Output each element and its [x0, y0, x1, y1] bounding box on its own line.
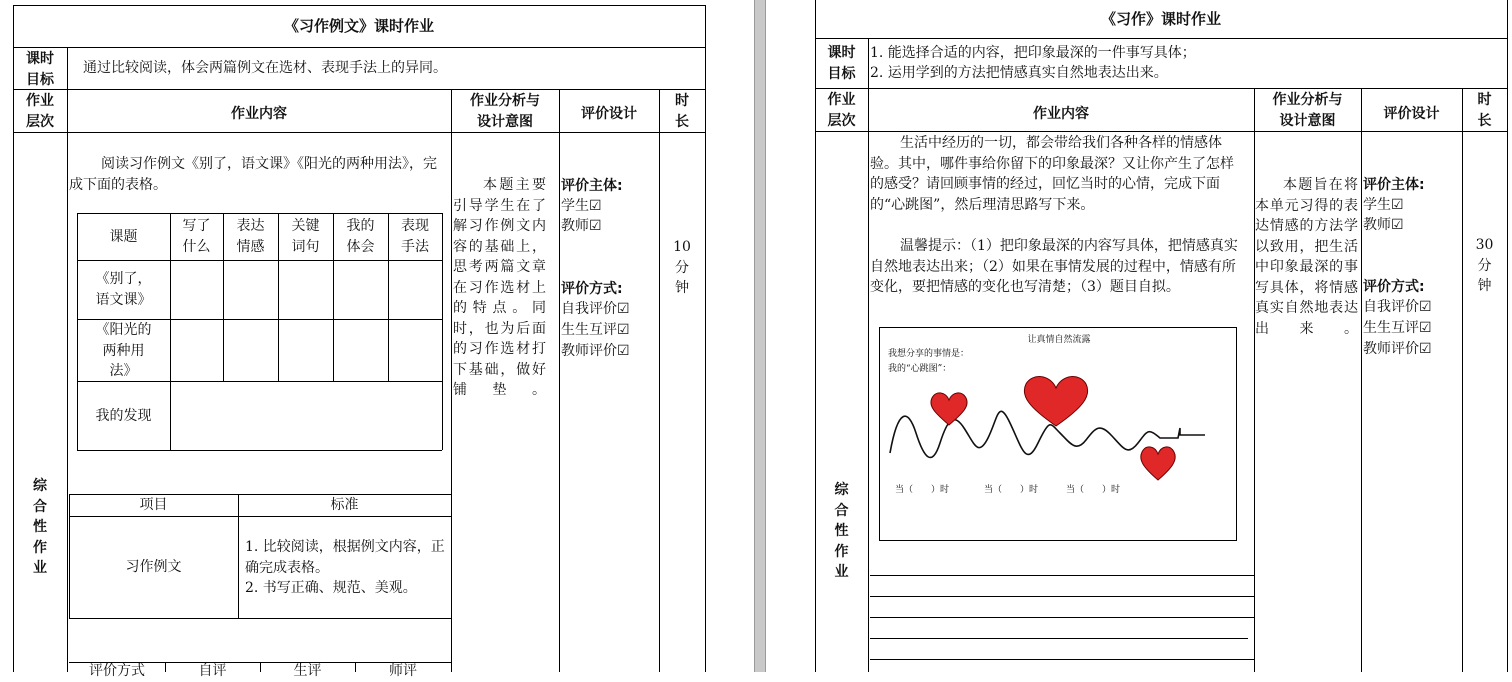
- col-header-topic: 课题: [109, 229, 138, 245]
- goal-line-1: 1. 能选择合适的内容，把印象最深的一件事写具体；: [870, 45, 1196, 61]
- paragraph-2: 温馨提示：（1）把印象最深的内容写具体，把情感真实自然地表达出来；（2）如果在事情发展的过程中，情感有所变化，要把情感的变化也写清楚；（3）题目自拟。: [870, 238, 1238, 295]
- col-header-technique: 表现 手法: [401, 218, 429, 255]
- col-header-feeling: 我的 体会: [346, 218, 375, 255]
- table-border: [67, 47, 68, 672]
- duration-value: 30 分 钟: [1475, 237, 1494, 294]
- heartbeat-chart: [880, 328, 1236, 540]
- page-gutter: [754, 0, 766, 672]
- criteria-item: 习作例文: [125, 559, 182, 575]
- eval-method-label: 评价方式:: [561, 281, 623, 297]
- bottom-self: 自评: [198, 663, 227, 679]
- instruction-text: 阅读习作例文《别了，语文课》《阳光的两种用法》，完成下面的表格。: [69, 156, 437, 193]
- eval-subject-teacher: 教师☑: [1363, 217, 1404, 233]
- heart-icon: [931, 393, 967, 425]
- eval-method-teacher: 教师评价☑: [1363, 341, 1432, 357]
- eval-subject-label: 评价主体:: [1363, 177, 1425, 193]
- eval-method-peer: 生生互评☑: [561, 322, 630, 338]
- writing-line: [870, 575, 1254, 576]
- goal-line-2: 2. 运用学到的方法把情感真实自然地表达出来。: [870, 65, 1168, 81]
- table-border: [705, 5, 706, 672]
- figure-title: 让真情自然流露: [1027, 335, 1091, 345]
- figure-label-3: 当（ ）时: [1066, 485, 1121, 495]
- eval-method-teacher: 教师评价☑: [561, 343, 630, 359]
- eval-subject-teacher: 教师☑: [561, 218, 602, 234]
- writing-line: [870, 596, 1254, 597]
- eval-method-peer: 生生互评☑: [1363, 320, 1432, 336]
- header-duration: 时 长: [675, 93, 689, 130]
- paragraph-1: 生活中经历的一切，都会带给我们各种各样的情感体验。其中，哪件事给你留下的印象最深？又让你产生了怎样的感受？请回顾事情的经过，回忆当时的心情，完成下面的“心跳图”，然后理清思路写下来。: [870, 135, 1234, 213]
- table-border: [13, 89, 705, 90]
- criteria-header-item: 项目: [139, 497, 168, 513]
- duration-value: 10 分 钟: [673, 239, 691, 296]
- heartbeat-figure: [879, 327, 1237, 541]
- table-border: [659, 89, 660, 672]
- col-header-what: 写了 什么: [182, 218, 211, 255]
- header-level: 作业 层次: [827, 92, 856, 129]
- goal-label: 课时 目标: [827, 45, 856, 82]
- table-border: [451, 89, 452, 672]
- eval-method-label: 评价方式:: [1363, 279, 1425, 295]
- header-content: 作业内容: [1033, 106, 1089, 122]
- goal-text: 通过比较阅读，体会两篇例文在选材、表现手法上的异同。: [83, 60, 447, 76]
- writing-line: [870, 638, 1248, 639]
- table-border: [13, 47, 705, 48]
- eval-subject-label: 评价主体:: [561, 178, 623, 194]
- bottom-peer: 生评: [293, 663, 322, 679]
- bottom-eval-method: 评价方式: [89, 663, 145, 679]
- figure-line-2: 我的“心跳图”：: [888, 364, 952, 374]
- criteria-standard: 1. 比较阅读，根据例文内容，正确完成表格。 2. 书写正确、规范、美观。: [245, 539, 445, 596]
- level-label: 综 合 性 作 业: [834, 482, 849, 580]
- eval-method-self: 自我评价☑: [561, 301, 630, 317]
- eval-method-self: 自我评价☑: [1363, 299, 1432, 315]
- writing-line: [870, 659, 1254, 660]
- row-label-discovery: 我的发现: [95, 408, 152, 424]
- figure-label-1: 当（ ）时: [895, 485, 950, 495]
- analysis-text: 本题主要引导学生在了解习作例文内容的基础上，思考两篇文章在习作选材上的特点。同时，也为后面的习作选材打下基础，做好铺垫。: [453, 177, 546, 398]
- col-header-emotion: 表达 情感: [236, 218, 265, 255]
- header-analysis: 作业分析与 设计意图: [470, 93, 540, 130]
- analysis-text: 本题旨在将本单元习得的表达情感的方法学以致用，把生活中印象最深的事写具体，将情感真实自然地表达出来。: [1255, 177, 1358, 337]
- header-evaluation: 评价设计: [581, 106, 637, 122]
- col-header-keywords: 关键 词句: [291, 218, 320, 255]
- header-evaluation: 评价设计: [1383, 106, 1440, 122]
- eval-subject-student: 学生☑: [1363, 197, 1404, 213]
- figure-label-2: 当（ ）时: [984, 485, 1039, 495]
- writing-line: [870, 617, 1254, 618]
- header-level: 作业 层次: [26, 93, 54, 130]
- goal-label: 课时 目标: [26, 51, 54, 88]
- figure-line-1: 我想分享的事情是：: [888, 349, 970, 359]
- criteria-header-standard: 标准: [330, 497, 359, 513]
- heart-icon: [1024, 377, 1087, 426]
- page-title: 《习作》课时作业: [1100, 10, 1221, 28]
- page-title: 《习作例文》课时作业: [283, 17, 434, 35]
- row-label-1: 《别了， 语文课》: [95, 271, 152, 308]
- header-duration: 时 长: [1477, 92, 1492, 129]
- table-border: [559, 89, 560, 672]
- eval-subject-student: 学生☑: [561, 198, 602, 214]
- header-analysis: 作业分析与 设计意图: [1272, 92, 1343, 129]
- heart-icon: [1141, 447, 1175, 480]
- table-border: [13, 132, 705, 133]
- level-label: 综 合 性 作 业: [33, 478, 47, 576]
- row-label-2: 《阳光的 两种用 法》: [95, 322, 152, 379]
- header-content: 作业内容: [231, 106, 287, 122]
- bottom-teacher: 师评: [389, 663, 417, 679]
- table-border: [13, 5, 705, 6]
